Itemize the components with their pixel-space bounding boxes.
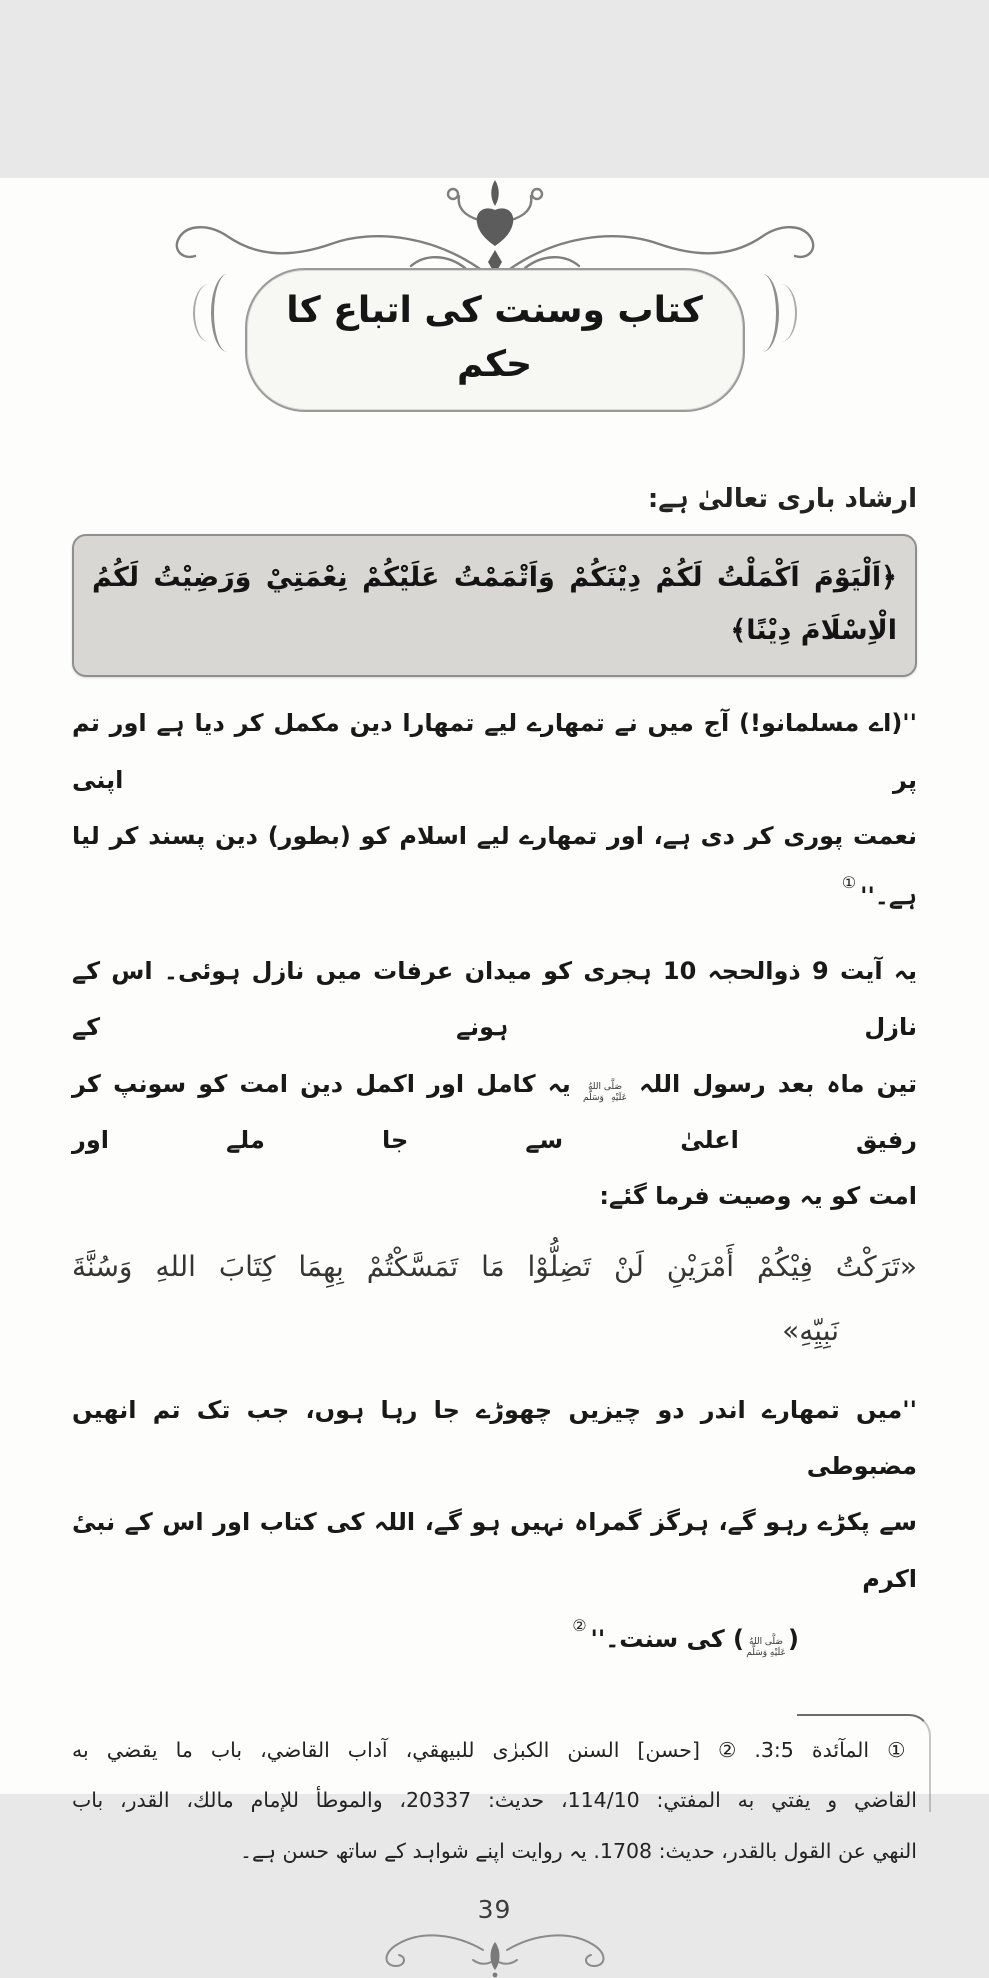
quran-verse-box: [72, 534, 917, 677]
chapter-title-banner: [245, 268, 745, 412]
footnote-line: ① المآئدة 3:5. ② [حسن] السنن الكبرٰى للبيهقي، آداب القاضي، باب ما يقضي به: [72, 1737, 917, 1762]
paren-open: (: [788, 1625, 799, 1654]
salallahu-alaihi-wasallam-mark: صَلَّى اللهُ عَلَيْهِ وَسَلَّم: [582, 1081, 627, 1103]
intro-line: ارشاد باری تعالیٰ ہے:: [647, 484, 917, 514]
footer-flourish-icon: [370, 1926, 620, 1978]
footnotes-section: [72, 1714, 917, 1869]
banner-side-arc-icon: [765, 284, 797, 342]
translation-line-text: ) کی سنت۔'': [590, 1625, 745, 1654]
commentary-paragraph: [72, 943, 917, 1225]
footnote-line: النهي عن القول بالقدر، حديث: 1708. یہ روایت اپنے شواہد کے ساتھ حسن ہے۔: [239, 1839, 917, 1864]
commentary-line: یہ آیت 9 ذوالحجہ 10 ہجری کو میدان عرفات میں نازل ہوئی۔ اس کے نازل ہونے کے: [72, 956, 917, 1042]
page-number: 39: [477, 1894, 512, 1924]
commentary-line-text: تین ماہ بعد رسول اللہ: [639, 1069, 918, 1098]
hadith-line-2: [154, 1299, 917, 1363]
verse-translation: [72, 695, 917, 925]
commentary-line-text: یہ کامل اور اکمل دین امت کو سونپ کر رفیق اعلیٰ سے جا ملے اور: [72, 1069, 917, 1155]
hadith-arabic: [72, 1235, 917, 1364]
banner-side-arc-icon: [193, 284, 225, 342]
hadith-line-2-text: نَبِيِّهِ»: [782, 1314, 839, 1348]
commentary-line: [72, 1056, 917, 1169]
translation-line: سے پکڑے رہو گے، ہرگز گمراہ نہیں ہو گے، اللہ کی کتاب اور اس کے نبیٔ اکرم: [72, 1508, 917, 1593]
book-page: [0, 178, 989, 1924]
translation-line: ''میں تمھارے اندر دو چیزیں چھوڑے جا رہا ہوں، جب تک تم انھیں مضبوطی: [72, 1395, 917, 1480]
footnote-line: القاضي و يفتي به المفتي: 114/10، حديث: 20337، والموطأ للإمام مالك، القدر، باب: [72, 1788, 917, 1813]
hadith-translation: [72, 1382, 917, 1668]
commentary-line: امت کو یہ وصیت فرما گئے:: [599, 1182, 917, 1211]
footnote-ref-2: ②: [572, 1616, 587, 1636]
salallahu-alaihi-wasallam-mark: صَلَّى اللهُ عَلَيْهِ وَسَلَّم: [746, 1637, 786, 1659]
translation-line: ''(اے مسلمانو!) آج میں نے تمھارے لیے تمھارا دین مکمل کر دیا ہے اور تم پر اپنی: [72, 709, 917, 794]
page-footer: [72, 1895, 917, 1978]
quran-verse-line-2: الْاِسْلَامَ دِيْنًا﴾: [730, 614, 897, 646]
page-title: کتاب وسنت کی اتباع کا حکم: [286, 290, 703, 385]
hadith-line-1: «تَرَكْتُ فِيْكُمْ أَمْرَيْنِ لَنْ تَضِلُّوْا مَا تَمَسَّكْتُمْ بِهِمَا كِتَابَ اللهِ وَسُنَّةَ: [72, 1249, 917, 1283]
header-flourish-ornament: [135, 178, 855, 282]
translation-line: [72, 808, 917, 925]
quran-verse-line-1: ﴿اَلْيَوْمَ اَكْمَلْتُ لَكُمْ دِيْنَكُمْ وَاَتْمَمْتُ عَلَيْكُمْ نِعْمَتِيْ وَرَضِيْتُ لَكُمُ: [92, 562, 897, 593]
footnote-divider-rule: [797, 1714, 931, 1812]
footnote-ref-1: ①: [841, 873, 857, 893]
translation-last-line: [72, 1607, 917, 1667]
translation-line-text: نعمت پوری کر دی ہے، اور تمھارے لیے اسلام کو (بطور) دین پسند کر لیا ہے۔'': [72, 822, 917, 911]
